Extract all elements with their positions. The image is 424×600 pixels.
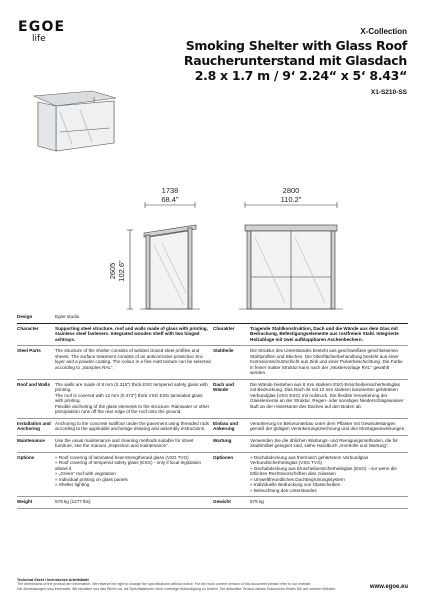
side-height-in: 102.6" — [117, 260, 126, 282]
front-width-in: 110.2" — [280, 195, 302, 204]
maintenance-en: Use the usual maintenance and cleaning methods suitable for street furniture, see the manual „Inspection and maintenance“. — [55, 435, 213, 452]
character-en: Supporting steel structure, roof and walls made of glass with printing, stainless steel fasteners. Integrated wooden shelf with two hinged ashtrays. — [55, 323, 213, 346]
title-de: Raucherunterstand mit Glasdach — [183, 53, 407, 68]
option-item-en: » Roof covering of laminated heat-strengthened glass (VSG TVG) — [55, 454, 189, 460]
weight-en: 579 kg (1277 lbs) — [55, 497, 213, 509]
steel-label-de: Stahlteile — [213, 346, 250, 380]
roof-en-anchoring: Flexible anchoring of the glass elements to the structure. Rainwater or other precipitation runs off the rear edge of the roof onto the ground. — [55, 403, 210, 414]
brand-name: EGOE — [18, 19, 66, 35]
roof-en-roof: The roof is covered with 12 mm (0.472") thick VSG ESG laminated glass with printing. — [55, 392, 203, 403]
front-width-mm: 2800 — [282, 186, 300, 195]
installation-label-de: Einbau und Ankerung — [213, 418, 250, 435]
spec-row-character — [17, 323, 408, 346]
option-item-de: » Umweltfreundliches Dachbegrünungssystem — [250, 476, 345, 482]
option-item-de: » Beleuchtung des Unterstandes — [250, 487, 317, 493]
maintenance-label: Maintenance — [17, 435, 55, 452]
spec-row-installation — [17, 418, 408, 435]
options-label: Options — [17, 452, 55, 497]
option-item-en: » Shelter lighting — [55, 482, 90, 487]
product-code: X1-S210-SS — [370, 89, 407, 96]
title-en: Smoking Shelter with Glass Roof — [185, 38, 407, 53]
spec-table — [17, 312, 408, 509]
spec-row-steel — [17, 346, 408, 380]
maintenance-de: Verwenden Sie die üblichen Wartungs- und Reinigungsmethoden, die für Stadtmöbel geeignet sind, siehe Handbuch „Kontrolle und Wartung“. — [250, 435, 408, 452]
spec-row-design — [17, 312, 408, 323]
website-link[interactable]: www.egoe.eu — [369, 584, 408, 590]
character-label-de: Charakter — [213, 323, 250, 346]
title-dimensions: 2.8 x 1.7 m / 9‘ 2.24“ x 5‘ 8.43“ — [194, 68, 407, 83]
option-item-de: » Individuelle Bedruckung von Glasscheiben — [250, 482, 341, 487]
spec-row-maintenance — [17, 435, 408, 452]
roof-label: Roof and Walls — [17, 379, 55, 418]
maintenance-label-de: Wartung — [213, 435, 250, 452]
product-perspective-image — [30, 88, 120, 154]
roof-de: Die Wände bestehen aus 8 mm starkem ESG-Einscheibensicherheitsglas mit Bedruckung. Das Dach ist mit 12 mm starkem laminierten gehärteten Verbundglas (VSG ESG) mit Aufdruck. Die flexible Verankerung der Glaselemente an der Struktur. Regen- oder sonstiges Niederschlagswasser läuft an der Hinterkante des Daches auf den Boden ab. — [250, 379, 408, 418]
footer-disclaimer-en: The dimensions of the product are informative. We reserve the right to change the specifications without notice. For the most current version of this document please refer to our website. — [17, 582, 312, 587]
collection-name: X-Collection — [360, 27, 407, 36]
footer-title: Technical Sheet / technisches Arbeitsblatt — [17, 578, 89, 582]
roof-en — [55, 379, 213, 418]
installation-label: Installation and Anchoring — [17, 418, 55, 435]
steel-en: The structure of the shelter consists of welded closed steel profiles and sheets. The surface treatment consists of an anticorrosive protective zinc layer and a powder coating. The colour in a fine matt texture can be selected according to „Samples RAL“. — [55, 346, 213, 380]
spec-row-options — [17, 452, 408, 497]
steel-label: Steel Parts — [17, 346, 55, 380]
option-item-de: » Dachabdeckung aus thermisch gehärtetem Verbundglas Verbundsicherheitsglas (VSG TVG) — [250, 454, 369, 465]
roof-label-de: Dach und Wände — [213, 379, 250, 418]
side-height-mm: 2605 — [108, 262, 117, 280]
spec-row-weight — [17, 497, 408, 509]
weight-de: 579 kg — [250, 497, 408, 509]
side-depth-in: 68.4" — [161, 195, 179, 204]
installation-en: Anchoring to the concrete subfloor under the pavement using threaded rods according to the applicable anchorage drawing and assembly instructions. — [55, 418, 213, 435]
option-item-en: » Individual printing on glass panels — [55, 476, 128, 482]
brand-logo — [18, 20, 65, 44]
roof-en-walls: The walls are made of 8 mm (0.315") thick ESG tempered safety glass with printing. — [55, 381, 208, 392]
side-depth-mm: 1738 — [161, 186, 179, 195]
option-item-en: » Roof covering of tempered safety glass (ESG) - only if local legislation allows it — [55, 460, 202, 471]
installation-de: Verankerung im Betonunterbau unter dem Pflaster mit Gewindestangen gemäß der gültigen Verankerungszeichnung und den Montageanweisungen. — [250, 418, 408, 435]
front-view-drawing — [225, 185, 355, 315]
footer-disclaimer-de: Die Abmessungen sind informativ. Wir behalten uns das Recht vor, die Spezifikationen ohne vorherige Ankündigung zu ändern. Die aktuellste Version dieses Dokuments finden Sie auf unserer Website. — [17, 586, 337, 591]
spec-row-roof — [17, 379, 408, 418]
options-en — [55, 452, 213, 497]
side-view-drawing — [100, 185, 215, 315]
character-label: Character — [17, 323, 55, 346]
steel-de: Die Struktur des Unterstandes besteht aus geschweißten geschlossenen Stahlprofilen und Blechen. Die Oberflächenbehandlung besteht aus einer Korrosionsschutzschicht aus Zink und einer Pulverbeschichtung. Die Farbe in feiner matter Struktur kann nach der „Mustervorlage RAL“ gewählt werden. — [250, 346, 408, 380]
options-de — [250, 452, 408, 497]
weight-label: Weight — [17, 497, 55, 509]
weight-label-de: Gewicht — [213, 497, 250, 509]
product-header — [184, 27, 407, 96]
design-label: Design — [17, 312, 55, 323]
footer-note — [17, 578, 408, 591]
options-label-de: Optionen — [213, 452, 250, 497]
character-de: Tragende Stahlkonstruktion, Dach und die Wände aus dem Glas mit Bedruckung, Befestigungselemente aus rostfreiem Stahl. Integrierte Holzablage mit zwei aufklappbaren Aschenbechern. — [250, 323, 408, 346]
option-item-en: » „Green“ roof with vegetation — [55, 471, 116, 476]
design-value: Egoe studio — [55, 312, 408, 323]
option-item-de: » Dachabdeckung aus Einscheibensicherheitsglas (ESG) - nur wenn die örtlichen Rechtsvorschriften dies zulassen — [250, 465, 397, 476]
brand-sub: life — [32, 34, 46, 44]
